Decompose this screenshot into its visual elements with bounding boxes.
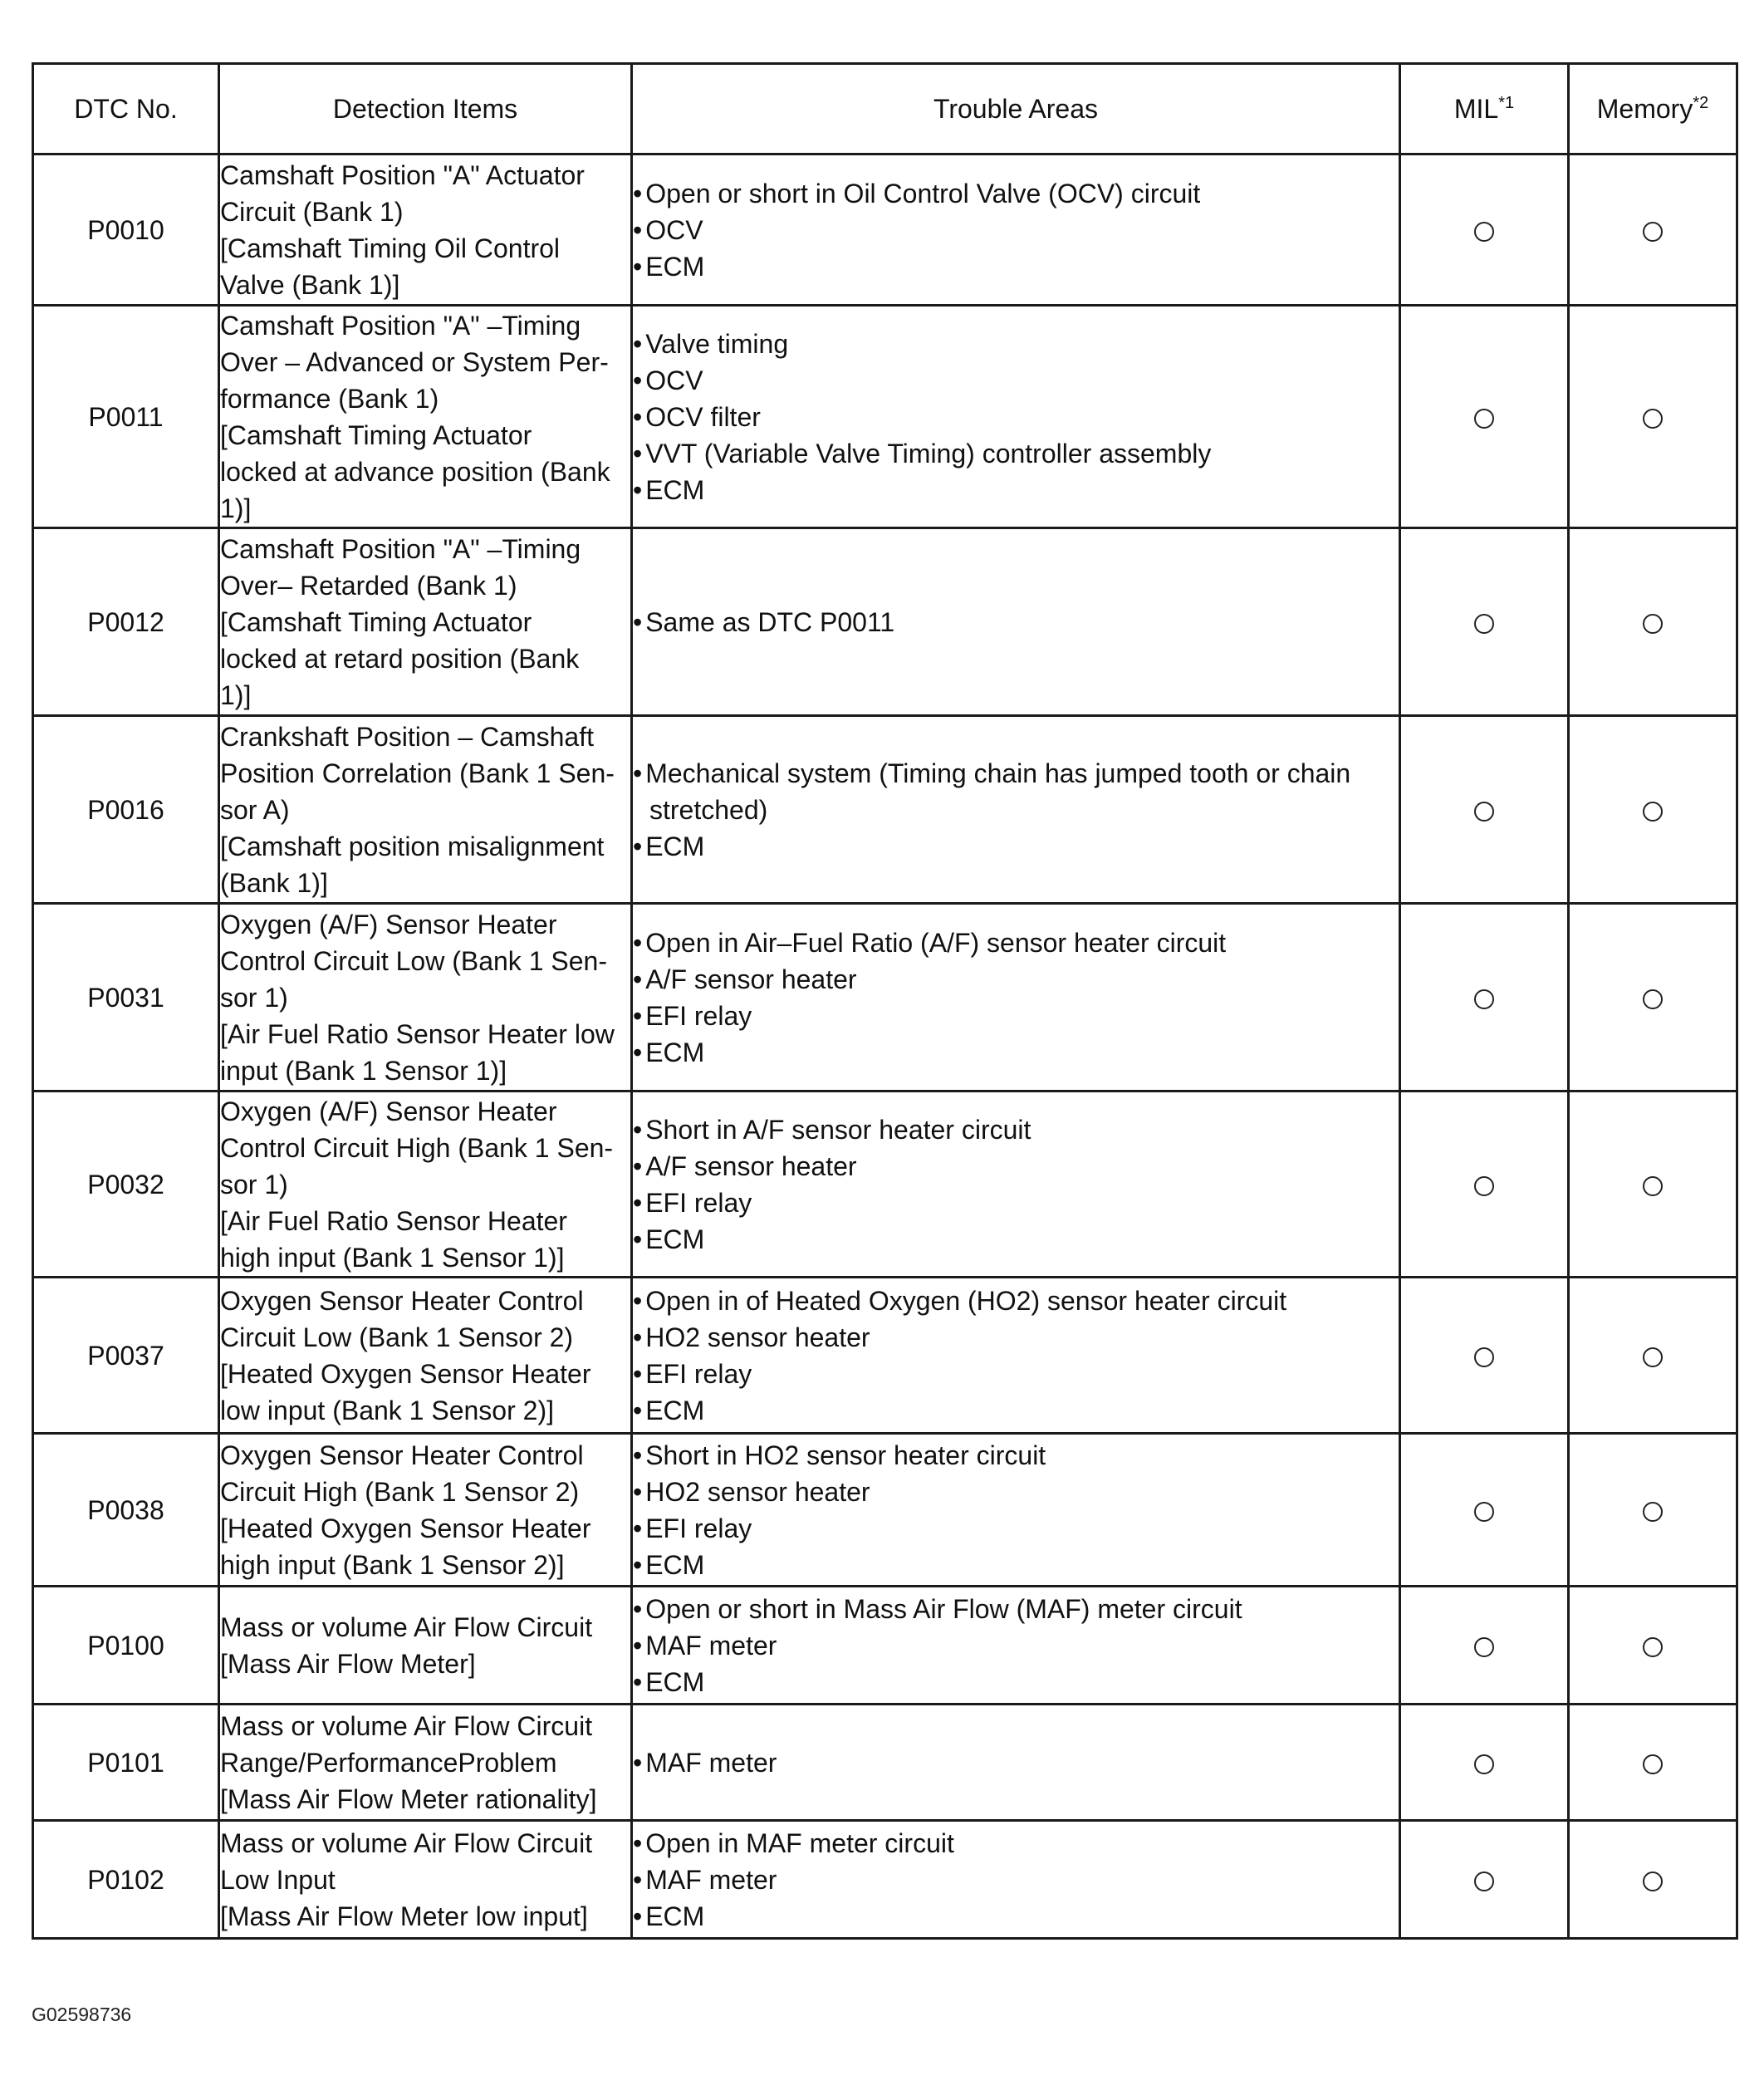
detection-line: [Air Fuel Ratio Sensor Heater	[220, 1205, 567, 1236]
trouble-area-item: • ECM	[633, 1664, 1399, 1700]
detection-items	[219, 1705, 632, 1821]
detection-line: Camshaft Position "A" Actuator	[220, 159, 585, 190]
memory-circle-icon	[1643, 1754, 1663, 1774]
mil-cell	[1400, 1587, 1569, 1705]
mil-cell	[1400, 1278, 1569, 1434]
memory-cell	[1569, 155, 1737, 306]
detection-line: Circuit High (Bank 1 Sensor 2)	[220, 1476, 580, 1507]
table-row	[33, 1434, 1737, 1587]
header-memory-label: Memory	[1596, 94, 1693, 124]
trouble-area-item: • VVT (Variable Valve Timing) controller assembly	[633, 435, 1399, 472]
detection-items	[219, 904, 632, 1092]
trouble-area-item: stretched)	[649, 794, 768, 825]
detection-line: [Camshaft Timing Actuator	[220, 419, 532, 450]
mil-cell	[1400, 1092, 1569, 1278]
memory-circle-icon	[1643, 1872, 1663, 1891]
detection-line: [Air Fuel Ratio Sensor Heater low	[220, 1018, 615, 1049]
dtc-code: P0100	[33, 1587, 219, 1705]
detection-line: Oxygen (A/F) Sensor Heater	[220, 1096, 557, 1126]
detection-line: [Camshaft Timing Actuator	[220, 606, 532, 637]
detection-line: [Mass Air Flow Meter]	[220, 1648, 476, 1679]
detection-items	[219, 1278, 632, 1434]
trouble-area-item: • A/F sensor heater	[633, 1148, 1399, 1185]
mil-cell	[1400, 904, 1569, 1092]
detection-items	[219, 155, 632, 306]
mil-circle-icon	[1474, 1176, 1494, 1196]
trouble-areas	[632, 155, 1400, 306]
trouble-area-item: • EFI relay	[633, 1185, 1399, 1221]
detection-line: locked at advance position (Bank	[220, 456, 610, 487]
dtc-code: P0102	[33, 1821, 219, 1939]
table-row	[33, 1278, 1737, 1434]
mil-circle-icon	[1474, 1502, 1494, 1522]
memory-cell	[1569, 1821, 1737, 1939]
table-row	[33, 1092, 1737, 1278]
detection-line: 1)]	[220, 493, 252, 523]
mil-circle-icon	[1474, 409, 1494, 429]
detection-line: Crankshaft Position – Camshaft	[220, 721, 594, 752]
trouble-area-item: • MAF meter	[633, 1627, 1399, 1664]
memory-cell	[1569, 1705, 1737, 1821]
memory-circle-icon	[1643, 1637, 1663, 1657]
memory-circle-icon	[1643, 409, 1663, 429]
trouble-area-item: • MAF meter	[633, 1744, 1399, 1781]
mil-cell	[1400, 155, 1569, 306]
dtc-code: P0031	[33, 904, 219, 1092]
detection-line: Valve (Bank 1)]	[220, 269, 400, 300]
detection-line: Control Circuit Low (Bank 1 Sen-	[220, 945, 607, 976]
detection-items	[219, 716, 632, 904]
trouble-area-item: • HO2 sensor heater	[633, 1319, 1399, 1356]
memory-cell	[1569, 1587, 1737, 1705]
mil-cell	[1400, 1705, 1569, 1821]
detection-line: Mass or volume Air Flow Circuit	[220, 1710, 593, 1741]
detection-items	[219, 1092, 632, 1278]
mil-circle-icon	[1474, 1347, 1494, 1367]
detection-line: [Heated Oxygen Sensor Heater	[220, 1358, 591, 1389]
trouble-area-item: • OCV	[633, 362, 1399, 399]
mil-circle-icon	[1474, 989, 1494, 1009]
detection-items	[219, 528, 632, 716]
dtc-code: P0032	[33, 1092, 219, 1278]
header-mil-label: MIL	[1453, 94, 1499, 124]
trouble-area-item: • ECM	[633, 1221, 1399, 1258]
trouble-area-item: • ECM	[633, 1392, 1399, 1429]
detection-items	[219, 1434, 632, 1587]
table-header-row	[33, 64, 1737, 155]
dtc-code: P0038	[33, 1434, 219, 1587]
detection-line: (Bank 1)]	[220, 867, 328, 898]
table-row	[33, 155, 1737, 306]
detection-items	[219, 306, 632, 528]
figure-id: G02598736	[32, 2004, 132, 2025]
detection-line: [Heated Oxygen Sensor Heater	[220, 1513, 591, 1543]
table-row	[33, 1705, 1737, 1821]
header-mil	[1400, 64, 1569, 155]
mil-circle-icon	[1474, 614, 1494, 634]
trouble-area-item: • ECM	[633, 472, 1399, 508]
mil-circle-icon	[1474, 802, 1494, 822]
dtc-code: P0012	[33, 528, 219, 716]
trouble-area-item: • Open in of Heated Oxygen (HO2) sensor heater circuit	[633, 1283, 1399, 1319]
detection-line: sor 1)	[220, 1169, 288, 1199]
trouble-area-item: • HO2 sensor heater	[633, 1474, 1399, 1510]
trouble-area-item: • OCV	[633, 212, 1399, 248]
detection-line: Low Input	[220, 1864, 336, 1895]
memory-circle-icon	[1643, 802, 1663, 822]
mil-circle-icon	[1474, 1637, 1494, 1657]
memory-circle-icon	[1643, 222, 1663, 242]
table-row	[33, 716, 1737, 904]
detection-line: Mass or volume Air Flow Circuit	[220, 1612, 593, 1642]
trouble-area-item: • ECM	[633, 1034, 1399, 1071]
trouble-area-item: • ECM	[633, 1898, 1399, 1935]
detection-line: low input (Bank 1 Sensor 2)]	[220, 1395, 554, 1425]
detection-line: [Mass Air Flow Meter rationality]	[220, 1783, 597, 1814]
dtc-code: P0101	[33, 1705, 219, 1821]
trouble-area-item: • EFI relay	[633, 998, 1399, 1034]
memory-circle-icon	[1643, 1502, 1663, 1522]
trouble-area-item: • MAF meter	[633, 1862, 1399, 1898]
mil-cell	[1400, 1821, 1569, 1939]
detection-line: [Camshaft position misalignment	[220, 831, 605, 861]
detection-line: Oxygen (A/F) Sensor Heater	[220, 909, 557, 939]
trouble-area-item: • EFI relay	[633, 1356, 1399, 1392]
detection-line: [Mass Air Flow Meter low input]	[220, 1901, 588, 1931]
trouble-area-item: • EFI relay	[633, 1510, 1399, 1547]
trouble-areas	[632, 1821, 1400, 1939]
mil-cell	[1400, 1434, 1569, 1587]
trouble-areas	[632, 1278, 1400, 1434]
detection-line: [Camshaft Timing Oil Control	[220, 233, 561, 263]
detection-line: sor 1)	[220, 982, 288, 1013]
detection-line: Over– Retarded (Bank 1)	[220, 570, 517, 601]
header-memory	[1569, 64, 1737, 155]
memory-circle-icon	[1643, 614, 1663, 634]
memory-circle-icon	[1643, 1176, 1663, 1196]
memory-cell	[1569, 528, 1737, 716]
dtc-code: P0016	[33, 716, 219, 904]
table-row	[33, 904, 1737, 1092]
trouble-areas	[632, 904, 1400, 1092]
trouble-areas	[632, 1705, 1400, 1821]
detection-items	[219, 1587, 632, 1705]
detection-line: high input (Bank 1 Sensor 2)]	[220, 1549, 565, 1580]
memory-cell	[1569, 1092, 1737, 1278]
memory-cell	[1569, 306, 1737, 528]
header-detection: Detection Items	[219, 64, 632, 155]
detection-items	[219, 1821, 632, 1939]
trouble-areas	[632, 1434, 1400, 1587]
dtc-code: P0037	[33, 1278, 219, 1434]
memory-cell	[1569, 904, 1737, 1092]
detection-line: Oxygen Sensor Heater Control	[220, 1440, 584, 1470]
table-row	[33, 1587, 1737, 1705]
mil-circle-icon	[1474, 1754, 1494, 1774]
mil-cell	[1400, 306, 1569, 528]
dtc-code: P0011	[33, 306, 219, 528]
detection-line: locked at retard position (Bank	[220, 643, 580, 674]
detection-line: 1)]	[220, 679, 252, 710]
trouble-areas	[632, 716, 1400, 904]
detection-line: high input (Bank 1 Sensor 1)]	[220, 1242, 565, 1273]
trouble-area-item: • Short in A/F sensor heater circuit	[633, 1111, 1399, 1148]
mil-cell	[1400, 716, 1569, 904]
trouble-area-item: • OCV filter	[633, 399, 1399, 435]
trouble-area-item: • A/F sensor heater	[633, 961, 1399, 998]
detection-line: Control Circuit High (Bank 1 Sen-	[220, 1132, 614, 1163]
trouble-area-item: • Open in Air–Fuel Ratio (A/F) sensor heater circuit	[633, 925, 1399, 961]
header-mil-footnote: *1	[1498, 94, 1515, 112]
memory-cell	[1569, 716, 1737, 904]
dtc-code: P0010	[33, 155, 219, 306]
detection-line: Circuit Low (Bank 1 Sensor 2)	[220, 1322, 574, 1352]
mil-circle-icon	[1474, 1872, 1494, 1891]
trouble-areas	[632, 1092, 1400, 1278]
memory-circle-icon	[1643, 989, 1663, 1009]
detection-line: Mass or volume Air Flow Circuit	[220, 1827, 593, 1858]
detection-line: Camshaft Position "A" –Timing	[220, 533, 581, 564]
detection-line: Circuit (Bank 1)	[220, 196, 404, 227]
trouble-area-item: • Valve timing	[633, 326, 1399, 362]
trouble-area-item: • Mechanical system (Timing chain has jumped tooth or chain	[633, 755, 1399, 792]
table-row	[33, 1821, 1737, 1939]
mil-circle-icon	[1474, 222, 1494, 242]
trouble-area-item: • Open in MAF meter circuit	[633, 1825, 1399, 1862]
detection-line: Camshaft Position "A" –Timing	[220, 310, 581, 341]
detection-line: Oxygen Sensor Heater Control	[220, 1285, 584, 1316]
memory-cell	[1569, 1434, 1737, 1587]
table-row	[33, 306, 1737, 528]
trouble-areas	[632, 1587, 1400, 1705]
detection-line: Over – Advanced or System Per-	[220, 346, 609, 377]
memory-cell	[1569, 1278, 1737, 1434]
detection-line: Range/PerformanceProblem	[220, 1747, 557, 1778]
trouble-areas	[632, 528, 1400, 716]
trouble-area-item: • Short in HO2 sensor heater circuit	[633, 1437, 1399, 1474]
detection-line: sor A)	[220, 794, 290, 825]
trouble-area-item: • Open or short in Mass Air Flow (MAF) meter circuit	[633, 1591, 1399, 1627]
mil-cell	[1400, 528, 1569, 716]
header-memory-footnote: *2	[1693, 94, 1709, 112]
trouble-area-item: • Open or short in Oil Control Valve (OCV) circuit	[633, 175, 1399, 212]
dtc-table	[32, 62, 1738, 1940]
memory-circle-icon	[1643, 1347, 1663, 1367]
header-dtc: DTC No.	[33, 64, 219, 155]
table-row	[33, 528, 1737, 716]
trouble-area-item: • Same as DTC P0011	[633, 604, 1399, 640]
trouble-area-item: • ECM	[633, 248, 1399, 285]
trouble-areas	[632, 306, 1400, 528]
header-trouble: Trouble Areas	[632, 64, 1400, 155]
detection-line: input (Bank 1 Sensor 1)]	[220, 1055, 507, 1086]
trouble-area-item: • ECM	[633, 1547, 1399, 1583]
detection-line: Position Correlation (Bank 1 Sen-	[220, 758, 615, 788]
trouble-area-item: • ECM	[633, 828, 1399, 865]
detection-line: formance (Bank 1)	[220, 383, 439, 414]
